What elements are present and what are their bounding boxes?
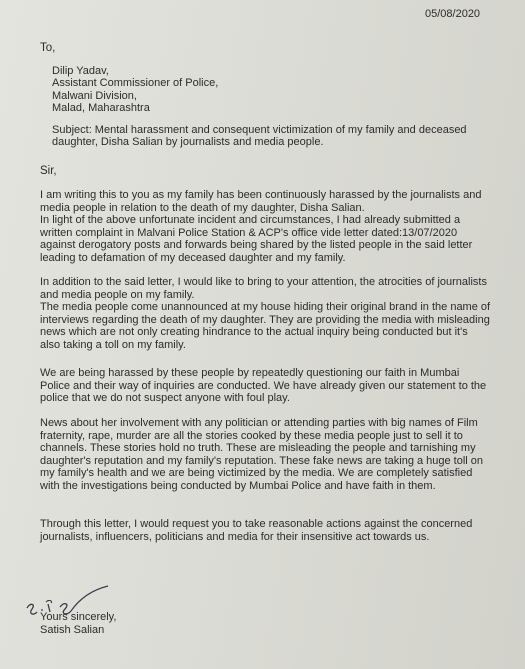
paragraph-line: daughter's reputation and my family's reputation. These fake news are taking a huge toll on bbox=[40, 454, 484, 467]
paragraph-line: The media people come unannounced at my house hiding their original brand in the name of bbox=[40, 301, 491, 314]
paragraph-line: also taking a toll on my family. bbox=[40, 338, 186, 351]
paragraph-line: against derogatory posts and forwards being shared by the listed people in the said letter bbox=[40, 239, 473, 252]
paragraph-line: my family's health and we are being victimized by the media. We are completely satisfied bbox=[40, 467, 473, 480]
salutation-to: To, bbox=[40, 42, 56, 54]
paragraph-line: News about her involvement with any politician or attending parties with big names of Film bbox=[40, 417, 478, 429]
paragraph-5 bbox=[40, 518, 510, 543]
paragraph-line: In addition to the said letter, I would like to bring to your attention, the atrocities of journalists bbox=[40, 276, 487, 288]
recipient-address bbox=[52, 65, 218, 115]
paragraph-line: channels. These stories hold no truth. These are misleading the people and tarnishing my bbox=[40, 442, 476, 455]
paragraph-line: In light of the above unfortunate incident and circumstances, I had already submitted a bbox=[40, 214, 461, 227]
paragraph-line: fraternity, rape, murder are all the stories cooked by these media people just to sell it to bbox=[40, 429, 463, 442]
paragraph-line: with the investigations being conducted by Mumbai Police and have faith in them. bbox=[40, 479, 436, 492]
paragraph-line: Through this letter, I would request you to take reasonable actions against the concerned bbox=[40, 518, 473, 530]
paragraph-line: We are being harassed by these people by repeatedly questioning our faith in Mumbai bbox=[40, 367, 460, 379]
paragraph-line: media people in relation to the death of my daughter, Disha Salian. bbox=[40, 201, 365, 214]
paragraph-1 bbox=[40, 189, 510, 265]
paragraph-4 bbox=[40, 417, 510, 493]
letter-date: 05/08/2020 bbox=[425, 8, 481, 20]
paragraph-line: news which are not only creating hindrance to the actual inquiry being conducted but it's bbox=[40, 326, 468, 339]
closing-phrase: Yours sincerely, bbox=[40, 611, 117, 623]
recipient-division: Malwani Division, bbox=[52, 89, 137, 102]
letter-subject: Subject: Mental harassment and consequent victimization of my family and deceased daughter, Disha Salian by journalists and media people. bbox=[52, 124, 467, 149]
paragraph-line: interviews regarding the death of my daughter. They are providing the media with misleading bbox=[40, 313, 490, 326]
paragraph-3 bbox=[40, 367, 510, 405]
paragraph-line: written complaint in Malvani Police Station & ACP's office vide letter dated:13/07/2020 bbox=[40, 226, 458, 239]
paragraph-line: police that we do not suspect anyone with foul play. bbox=[40, 392, 290, 405]
greeting: Sir, bbox=[40, 165, 57, 177]
recipient-title: Assistant Commissioner of Police, bbox=[52, 77, 219, 90]
paragraph-line: Police and their way of inquiries are conducted. We have already given our statement to the bbox=[40, 379, 487, 392]
recipient-location: Malad, Maharashtra bbox=[52, 102, 150, 115]
paragraph-line: I am writing this to you as my family has been continuously harassed by the journalists and bbox=[40, 189, 482, 201]
sender-name: Satish Salian bbox=[40, 624, 105, 636]
paragraph-2 bbox=[40, 276, 510, 352]
closing-block bbox=[40, 611, 116, 637]
paragraph-line: leading to defamation of my deceased daughter and my family. bbox=[40, 251, 346, 264]
recipient-name: Dilip Yadav, bbox=[52, 65, 109, 77]
paragraph-line: journalists, influencers, politicians and media for their insensitive act towards us. bbox=[40, 530, 430, 543]
paragraph-line: and media people on my family. bbox=[40, 288, 195, 301]
